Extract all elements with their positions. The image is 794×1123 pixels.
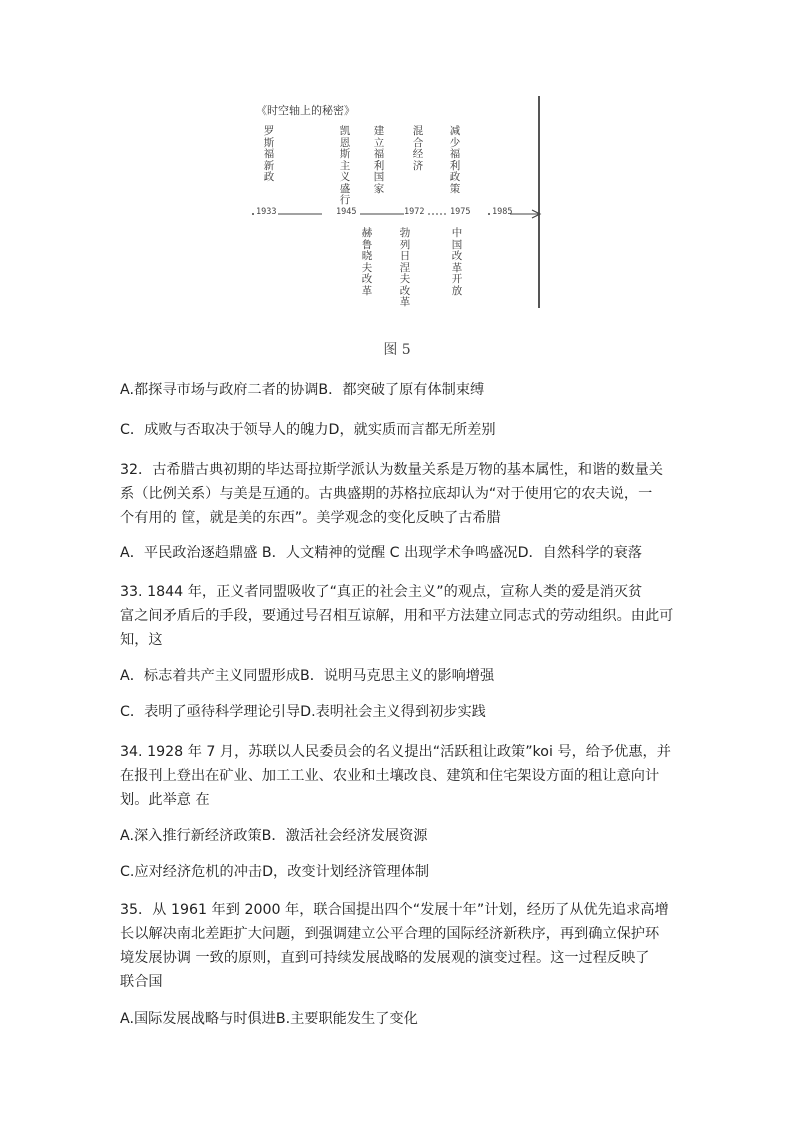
question-33-line-3: 知，这 — [120, 632, 163, 648]
option-line-34-cd: C.应对经济危机的冲击D，改变计划经济管理体制 — [120, 864, 430, 880]
bottom-item-china-reform: 中国改革开放 — [451, 227, 463, 297]
question-33-line-2: 富之间矛盾后的手段，要通过号召相互谅解，用和平方法建立同志式的劳动组织。由此可 — [120, 608, 674, 624]
question-35-line-4: 联合国 — [120, 974, 163, 990]
option-line-33-cd: C．表明了亟待科学理论引导D.表明社会主义得到初步实践 — [120, 704, 486, 720]
year-label-1933: 1933 — [256, 207, 277, 217]
question-35-line-3: 境发展协调 一致的原则，直到可持续发展战略的发展观的演变过程。这一过程反映了 — [120, 950, 650, 966]
year-label-1985: 1985 — [492, 207, 513, 217]
top-item-roosevelt: 罗斯福新政 — [263, 125, 275, 183]
question-35-line-1: 35．从 1961 年到 2000 年，联合国提出四个“发展十年”计划，经历了从优先追求高增 — [120, 902, 669, 918]
option-line-34-ab: A.深入推行新经济政策B．激活社会经济发展资源 — [120, 828, 428, 844]
axis-dot — [252, 213, 254, 215]
question-33-line-1: 33. 1844 年，正义者同盟吸收了“真正的社会主义”的观点，宣称人类的爱是消灭贫 — [120, 584, 643, 600]
top-item-keynesianism: 凯恩斯主义盛行 — [339, 125, 351, 206]
option-line-33-ab: A．标志着共产主义同盟形成B．说明马克思主义的影响增强 — [120, 668, 495, 684]
year-label-1945: 1945 — [336, 207, 357, 217]
year-label-1975: 1975 — [450, 207, 471, 217]
option-line-35-ab: A.国际发展战略与时俱进B.主要职能发生了变化 — [120, 1011, 418, 1027]
question-34-line-3: 划。此举意 在 — [120, 792, 210, 808]
bottom-item-brezhnev: 勃列日涅夫改革 — [399, 227, 411, 308]
axis-dot — [488, 213, 490, 215]
figure-caption: 图 5 — [383, 342, 411, 358]
option-line-31-cd: C．成败与否取决于领导人的魄力D，就实质而言都无所差别 — [120, 422, 496, 438]
question-32-line-2: 系（比例关系）与美是互通的。古典盛期的苏格拉底却认为“对于使用它的农夫说，一 — [120, 486, 653, 502]
question-32-line-1: 32．古希腊古典初期的毕达哥拉斯学派认为数量关系是万物的基本属性，和谐的数量关 — [120, 462, 663, 478]
year-label-1972: 1972 — [404, 207, 425, 217]
figure-title: 《时空轴上的秘密》 — [256, 104, 355, 117]
timeline-figure — [248, 96, 548, 310]
bottom-item-khrushchev: 赫鲁晓夫改革 — [361, 227, 373, 297]
top-item-welfare-state: 建立福利国家 — [373, 125, 385, 195]
option-line-32: A．平民政治逐趋鼎盛 B．人文精神的觉醒 C 出现学术争鸣盛况D．自然科学的衰落 — [120, 545, 642, 561]
figure-right-border — [538, 96, 540, 308]
top-item-mixed-economy: 混合经济 — [412, 125, 424, 172]
question-32-line-3: 个有用的 筐，就是美的东西”。美学观念的变化反映了古希腊 — [120, 510, 501, 526]
option-line-31-ab: A.都探寻市场与政府二者的协调B．都突破了原有体制束缚 — [120, 382, 485, 398]
top-item-reduce-welfare: 减少福利政策 — [449, 125, 461, 195]
question-34-line-2: 在报刊上登出在矿业、加工工业、农业和土壤改良、建筑和住宅架设方面的租让意向计 — [120, 768, 660, 784]
question-35-line-2: 长以解决南北差距扩大问题，到强调建立公平合理的国际经济新秩序，再到确立保护环 — [120, 926, 660, 942]
question-34-line-1: 34. 1928 年 7 月，苏联以人民委员会的名义提出“活跃租让政策”koi 号，给予优惠，并 — [120, 744, 671, 760]
